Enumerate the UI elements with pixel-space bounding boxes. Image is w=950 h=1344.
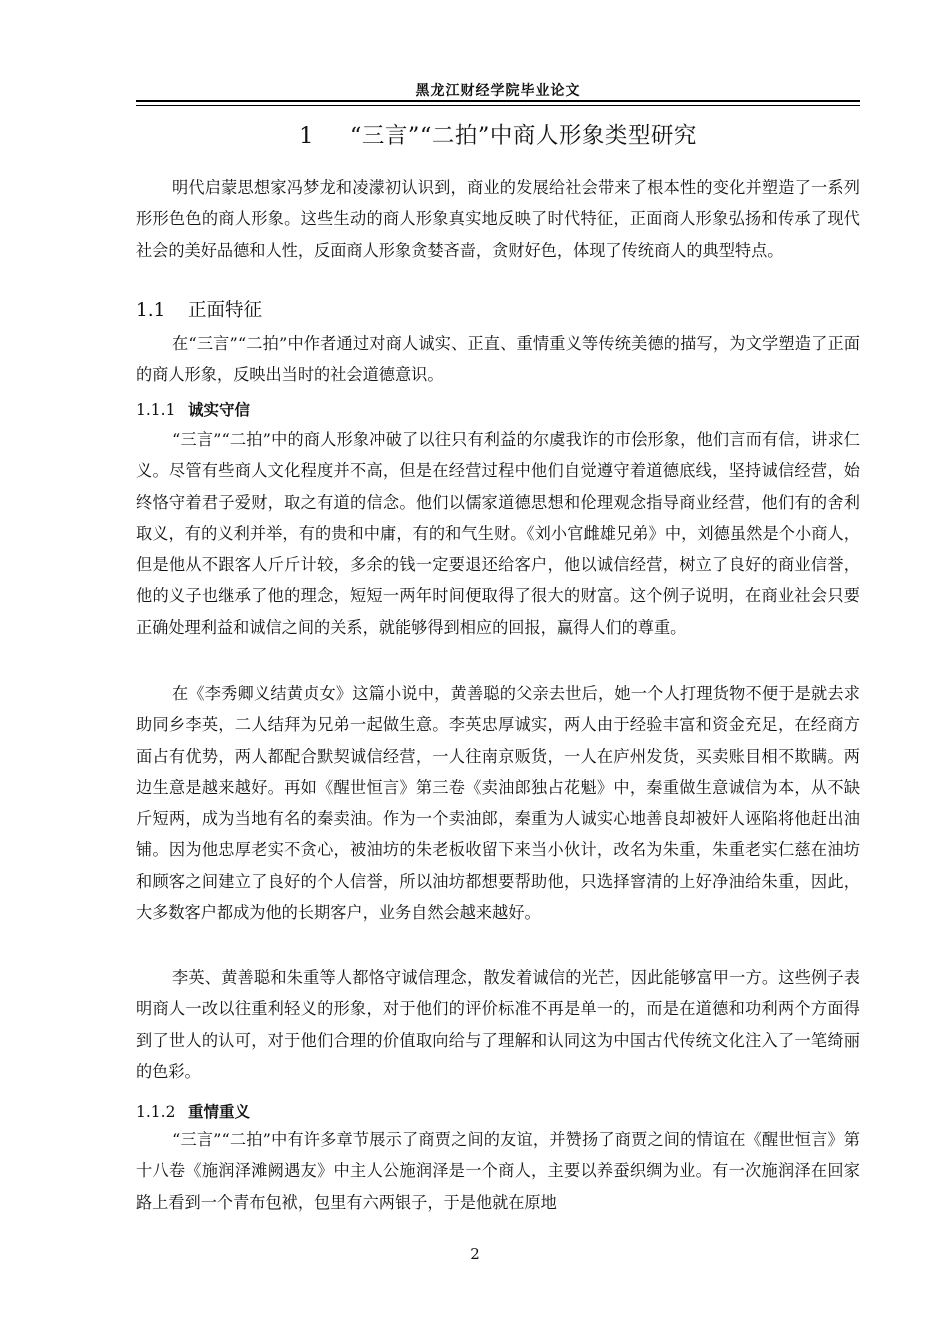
section-heading-text: 重情重义 bbox=[188, 1102, 251, 1121]
running-header: 黑龙江财经学院毕业论文 bbox=[415, 83, 581, 99]
section-number: 1.1.1 bbox=[136, 401, 176, 419]
section-heading-1-1-1 bbox=[136, 398, 250, 420]
header-rule-thick bbox=[136, 100, 860, 102]
chapter-title bbox=[136, 118, 860, 150]
page-number: 2 bbox=[470, 1245, 480, 1263]
body-paragraph: 在《李秀卿义结黄贞女》这篇小说中，黄善聪的父亲去世后，她一个人打理货物不便于是就去求助同乡李英，二人结拜为兄弟一起做生意。李英忠厚诚实，两人由于经验丰富和资金充足，在经商方面占有优势，两人都配合默契诚信经营，一人往南京贩货，一人在庐州发货，买卖账目相不欺瞒。两边生意是越来越好。再如《醒世恒言》第三卷《卖油郎独占花魁》中，秦重做生意诚信为本，从不缺斤短两，成为当地有名的秦卖油。作为一个卖油郎，秦重为人诚实心地善良却被奸人诬陷将他赶出油铺。因为他忠厚老实不贪心，被油坊的朱老板收留下来当小伙计，改名为朱重，朱重老实仁慈在油坊和顾客之间建立了良好的个人信誉，所以油坊都想要帮助他，只选择窨清的上好净油给朱重，因此，大多数客户都成为他的长期客户，业务自然会越来越好。 bbox=[136, 684, 860, 923]
body-paragraph: 李英、黄善聪和朱重等人都恪守诚信理念，散发着诚信的光芒，因此能够富甲一方。这些例子表明商人一改以往重利轻义的形象，对于他们的评价标准不再是单一的，而是在道德和功利两个方面得到了世人的认可，对于他们合理的价值取向给与了理解和认同这为中国古代传统文化注入了一笔绮丽的色彩。 bbox=[136, 968, 860, 1081]
body-paragraph: “三言”“二拍”中有许多章节展示了商贾之间的友谊，并赞扬了商贾之间的情谊在《醒世恒言》第十八卷《施润泽滩阙遇友》中主人公施润泽是一个商人，主要以养蚕织绸为业。有一次施润泽在回家路上看到一个青布包袱，包里有六两银子，于是他就在原地 bbox=[136, 1130, 860, 1212]
section-heading-1-1 bbox=[136, 296, 262, 322]
section-1-1-paragraph: 在“三言”“二拍”中作者通过对商人诚实、正直、重情重义等传统美德的描写，为文学塑造了正面的商人形象，反映出当时的社会道德意识。 bbox=[136, 334, 860, 385]
header-rule-thin bbox=[136, 105, 860, 106]
intro-paragraph: 明代启蒙思想家冯梦龙和凌濛初认识到，商业的发展给社会带来了根本性的变化并塑造了一系列形形色色的商人形象。这些生动的商人形象真实地反映了时代特征，正面商人形象弘扬和传承了现代社会的美好品德和人性，反面商人形象贪婪吝啬，贪财好色，体现了传统商人的典型特点。 bbox=[136, 178, 860, 260]
section-number: 1.1.2 bbox=[136, 1103, 176, 1121]
section-number: 1.1 bbox=[136, 300, 166, 321]
section-heading-text: 诚实守信 bbox=[188, 400, 251, 419]
body-paragraph: “三言”“二拍”中的商人形象冲破了以往只有利益的尔虞我诈的市侩形象，他们言而有信，讲求仁义。尽管有些商人文化程度并不高，但是在经营过程中他们自觉遵守着道德底线，坚持诚信经营，始终恪守着君子爱财，取之有道的信念。他们以儒家道德思想和伦理观念指导商业经营，他们有的舍利取义，有的义利并举，有的贵和中庸，有的和气生财。《刘小官雌雄兄弟》中，刘德虽然是个小商人，但是他从不跟客人斤斤计较，多余的钱一定要退还给客户，他以诚信经营，树立了良好的商业信誉，他的义子也继承了他的理念，短短一两年时间便取得了很大的财富。这个例子说明，在商业社会只要正确处理利益和诚信之间的关系，就能够得到相应的回报，赢得人们的尊重。 bbox=[136, 430, 860, 637]
chapter-number: 1 bbox=[299, 123, 314, 149]
section-heading-text: 正面特征 bbox=[188, 300, 263, 321]
section-heading-1-1-2 bbox=[136, 1100, 250, 1122]
chapter-title-text: “三言”“二拍”中商人形象类型研究 bbox=[349, 123, 697, 149]
